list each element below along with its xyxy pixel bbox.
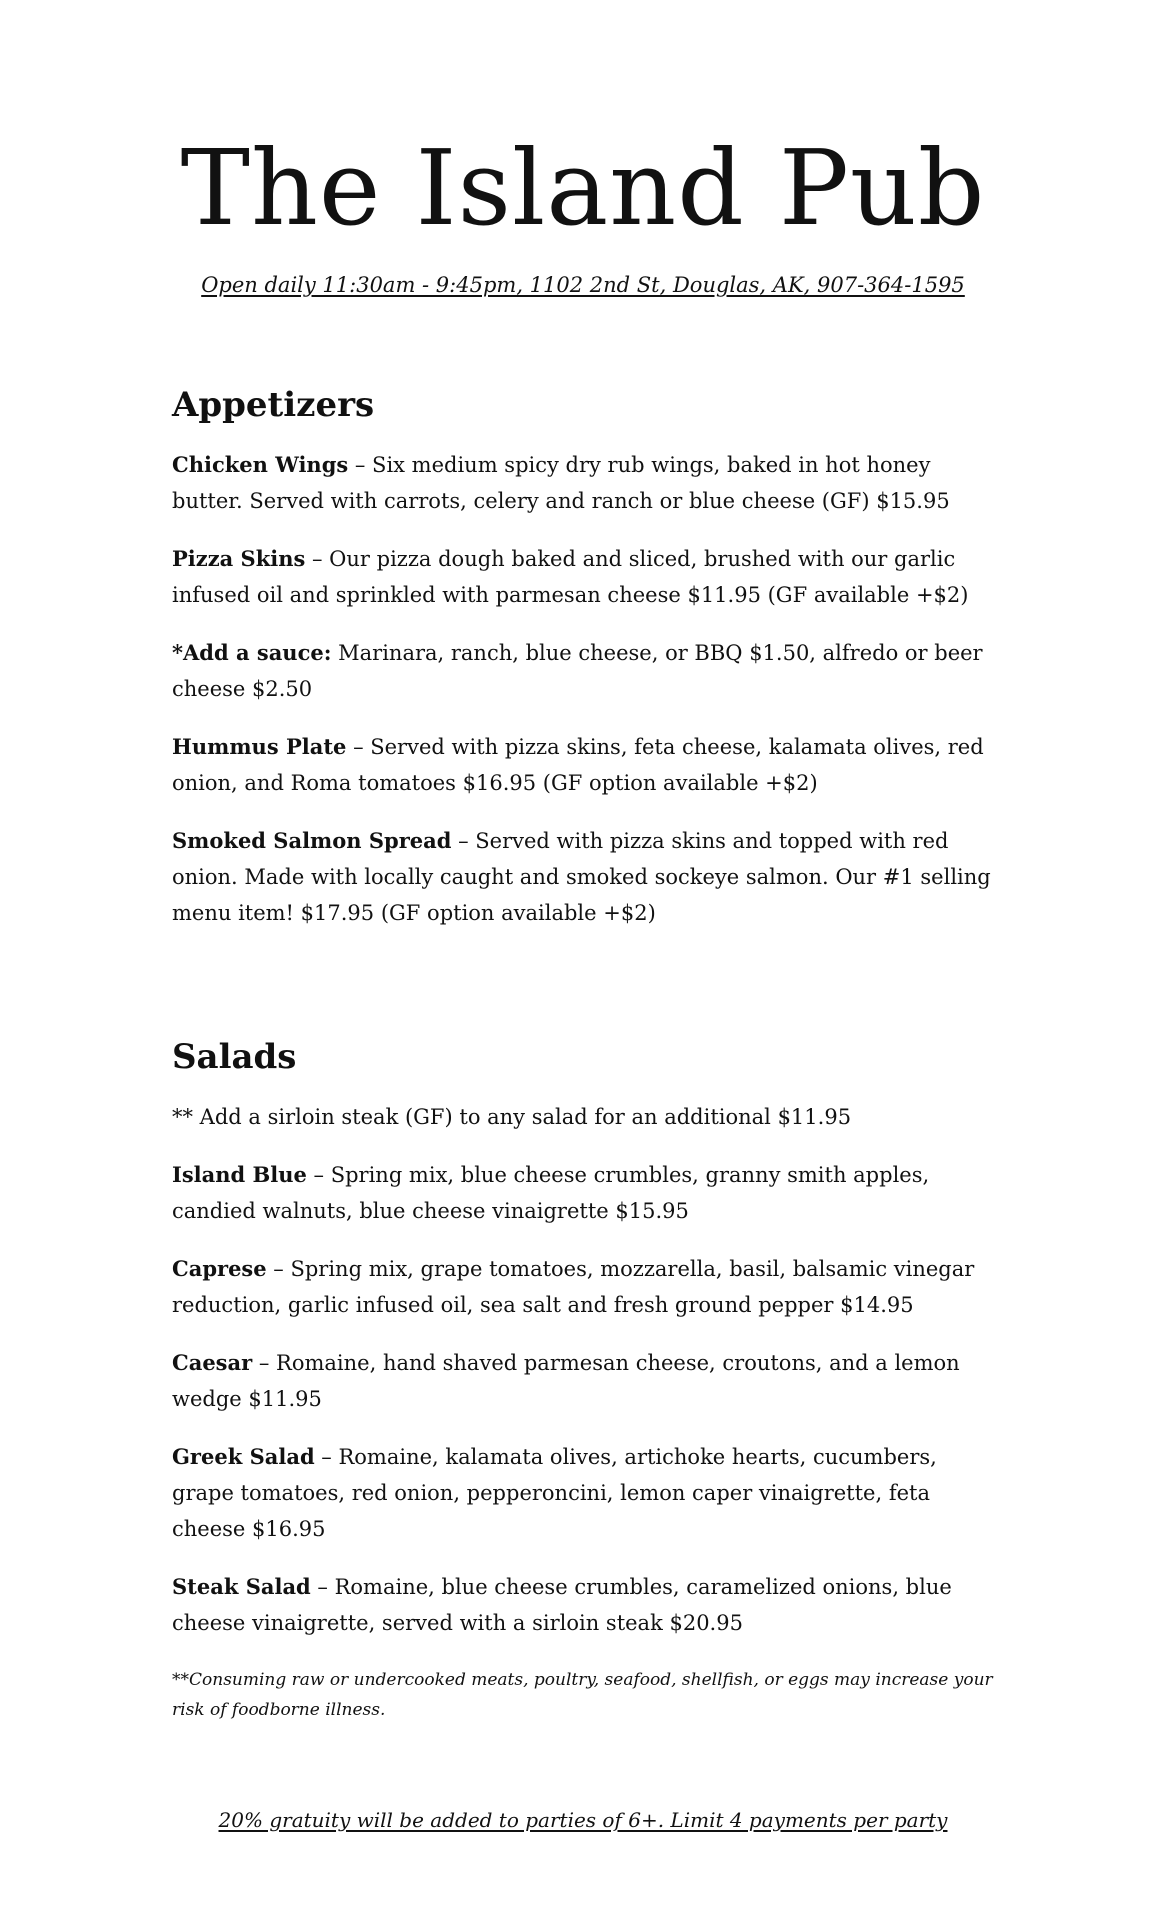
item-name: *Add a sauce: [172,640,332,665]
menu-item-caesar [172,1345,1002,1417]
item-name: Island Blue [172,1162,307,1187]
gratuity-notice: 20% gratuity will be added to parties of 6+. Limit 4 payments per party [218,1808,948,1832]
item-description: – Served with pizza skins and topped with red onion. Made with locally caught and smoked sockeye salmon. Our #1 selling menu item! $17.95 (GF option available +$2) [172,829,991,925]
item-name: Pizza Skins [172,546,306,571]
item-description: – Romaine, blue cheese crumbles, caramelized onions, blue cheese vinaigrette, served with a sirloin steak $20.95 [172,1575,952,1635]
menu-item-hummus-plate [172,729,1002,801]
foodborne-illness-warning: **Consuming raw or undercooked meats, poultry, seafood, shellfish, or eggs may increase your risk of foodborne illness. [172,1670,993,1720]
menu-item-steak-salad [172,1569,1002,1641]
item-description: – Spring mix, grape tomatoes, mozzarella, basil, balsamic vinegar reduction, garlic infused oil, sea salt and fresh ground pepper $14.95 [172,1257,975,1317]
item-description: Marinara, ranch, blue cheese, or BBQ $1.50, alfredo or beer cheese $2.50 [172,641,983,701]
menu-item-add-sauce [172,635,1002,707]
salads-heading: Salads [172,1037,297,1077]
item-name: Caprese [172,1256,267,1281]
item-description: – Served with pizza skins, feta cheese, kalamata olives, red onion, and Roma tomatoes $16.95 (GF option available +$2) [172,735,984,795]
item-description: – Romaine, hand shaved parmesan cheese, croutons, and a lemon wedge $11.95 [172,1351,960,1411]
salad-addon-note: ** Add a sirloin steak (GF) to any salad for an additional $11.95 [172,1105,852,1129]
salads-section [172,1035,1002,1725]
item-name: Greek Salad [172,1444,315,1469]
item-name: Chicken Wings [172,452,349,477]
menu-item-caprese [172,1251,1002,1323]
menu-item-greek-salad [172,1439,1002,1547]
item-description: – Romaine, kalamata olives, artichoke hearts, cucumbers, grape tomatoes, red onion, pepperoncini, lemon caper vinaigrette, feta cheese $16.95 [172,1445,937,1541]
menu-item-island-blue [172,1157,1002,1229]
hours-address-line: Open daily 11:30am - 9:45pm, 1102 2nd St, Douglas, AK, 907-364-1595 [201,273,965,297]
item-name: Smoked Salmon Spread [172,828,452,853]
restaurant-title: The Island Pub [180,127,986,249]
item-name: Steak Salad [172,1574,311,1599]
item-description: – Spring mix, blue cheese crumbles, granny smith apples, candied walnuts, blue cheese vinaigrette $15.95 [172,1163,930,1223]
item-name: Hummus Plate [172,734,347,759]
menu-item-pizza-skins [172,541,1002,613]
item-description: – Six medium spicy dry rub wings, baked in hot honey butter. Served with carrots, celery and ranch or blue cheese (GF) $15.95 [172,453,950,513]
menu-item-smoked-salmon-spread [172,823,1002,931]
appetizers-heading: Appetizers [172,385,375,425]
appetizers-section [172,383,1002,931]
menu-item-chicken-wings [172,447,1002,519]
item-name: Caesar [172,1350,253,1375]
item-description: – Our pizza dough baked and sliced, brushed with our garlic infused oil and sprinkled with parmesan cheese $11.95 (GF available +$2) [172,547,969,607]
